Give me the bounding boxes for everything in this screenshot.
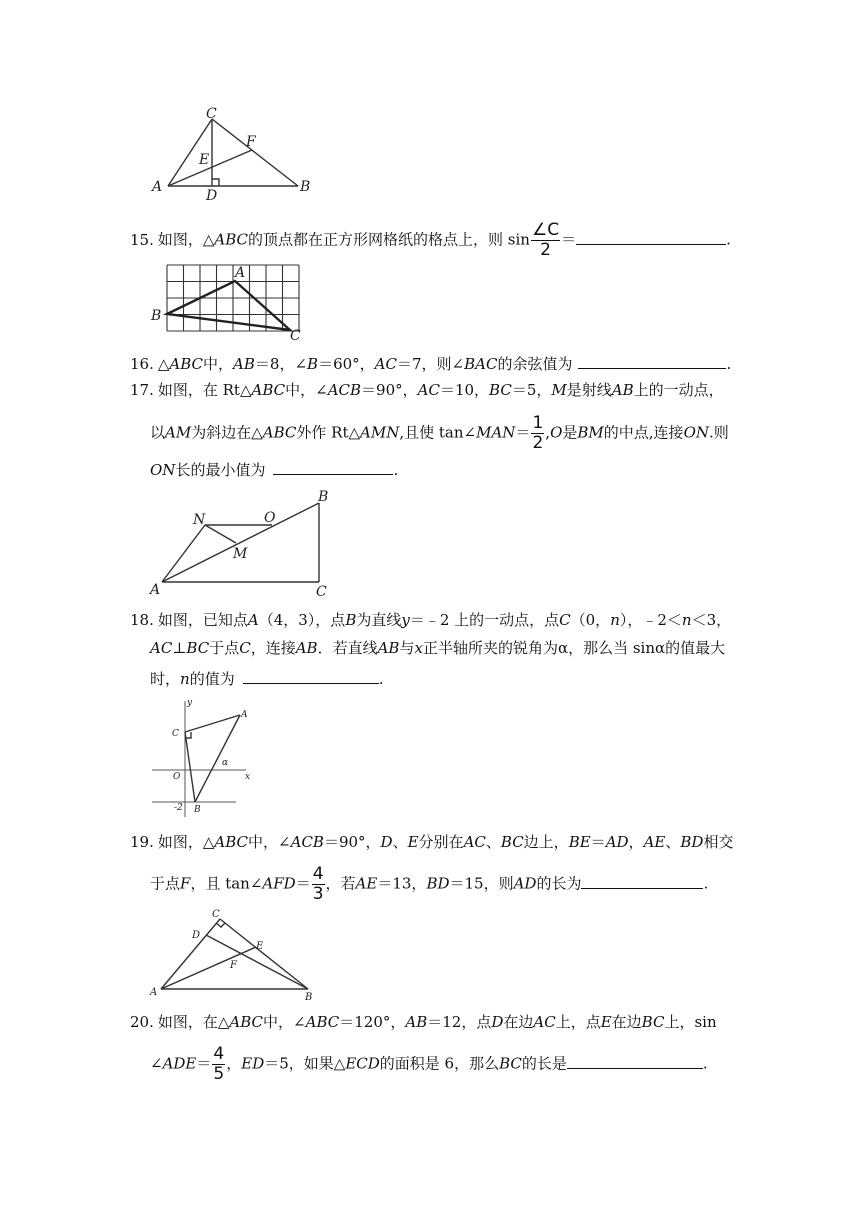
math-variable: AB bbox=[611, 381, 634, 399]
answer-blank-19[interactable] bbox=[581, 872, 703, 889]
math-variable: AC bbox=[533, 1013, 556, 1031]
text-run: ＝10， bbox=[439, 381, 490, 399]
text-run: ⊥ bbox=[172, 639, 187, 657]
math-variable: n bbox=[681, 611, 692, 629]
text-run: ＝90°， bbox=[361, 381, 418, 399]
math-variable: BE bbox=[568, 833, 591, 851]
text-run: , bbox=[545, 423, 551, 442]
text-run: 如图，△ bbox=[157, 833, 215, 851]
label-m: M bbox=[233, 546, 248, 562]
label-c: C bbox=[212, 909, 220, 920]
math-variable: ACB bbox=[290, 833, 324, 851]
math-variable: ABC bbox=[169, 355, 204, 373]
text-run: ＝13， bbox=[377, 874, 427, 893]
question-17-line-1: 17. 如图，在 Rt△ABC中，∠ACB＝90°，AC＝10，BC＝5，M是射线AB上的一动点， bbox=[130, 381, 724, 399]
text-run: 上，sin bbox=[664, 1013, 717, 1031]
text-run: 分别在 bbox=[418, 833, 464, 851]
math-variable: ADE bbox=[162, 1054, 197, 1073]
text-run: 与 bbox=[399, 639, 415, 657]
text-run: 是射线 bbox=[566, 381, 612, 399]
figure-coordinate-plane bbox=[148, 695, 263, 823]
math-variable: AMN bbox=[360, 423, 400, 442]
math-variable: AB bbox=[295, 639, 318, 657]
segment-ab bbox=[162, 503, 319, 582]
label-a: A bbox=[150, 987, 158, 998]
text-run: .则 bbox=[709, 423, 729, 442]
figure-grid-triangle bbox=[145, 258, 315, 342]
math-variable: AC bbox=[374, 355, 397, 373]
text-run: ＝60°， bbox=[318, 355, 375, 373]
math-variable: C bbox=[559, 611, 571, 629]
text-run: 在边 bbox=[503, 1013, 534, 1031]
question-16-line-1: 16. △ABC中，AB＝8，∠B＝60°，AC＝7，则∠BAC的余弦值为 . bbox=[130, 352, 731, 374]
answer-blank-20[interactable] bbox=[567, 1052, 703, 1069]
math-variable: AB bbox=[233, 355, 255, 373]
text-run: （4，3），点 bbox=[258, 611, 346, 629]
math-variable: AE bbox=[355, 874, 378, 893]
math-variable: ACB bbox=[327, 381, 362, 399]
fraction-four-thirds: $\frac{4}{3}$ bbox=[312, 864, 324, 904]
math-variable: B bbox=[345, 611, 357, 629]
text-run: ＝7，则∠ bbox=[396, 355, 465, 373]
text-run: ， bbox=[226, 1054, 242, 1073]
text-run: 相交 bbox=[703, 833, 734, 851]
label-c: C bbox=[316, 584, 327, 600]
question-18-line-3: 时，n的值为 . bbox=[150, 667, 383, 689]
fraction-angle-c-over-2: $\frac{\angle C}{2}$ bbox=[531, 220, 560, 260]
label-c: C bbox=[206, 106, 217, 122]
math-variable: BC bbox=[499, 1054, 522, 1073]
text-run: 的长为 bbox=[536, 874, 582, 893]
text-run: 中，∠ bbox=[263, 1013, 306, 1031]
math-variable: ABC bbox=[214, 833, 249, 851]
label-b: B bbox=[300, 179, 311, 195]
fraction-one-half: $\frac{1}{2}$ bbox=[532, 413, 544, 453]
text-run: ,且使 tan∠ bbox=[399, 423, 477, 442]
right-angle-mark-d bbox=[212, 179, 219, 186]
math-variable: x bbox=[414, 639, 423, 657]
math-variable: BC bbox=[186, 639, 210, 657]
text-run: ＜3， bbox=[691, 611, 732, 629]
label-o: O bbox=[264, 510, 276, 526]
text-run: 的长是 bbox=[521, 1054, 567, 1073]
math-variable: n bbox=[610, 611, 620, 629]
label-d: D bbox=[206, 188, 218, 204]
label-o: O bbox=[173, 772, 181, 782]
math-variable: AC bbox=[463, 833, 486, 851]
label-x: x bbox=[245, 772, 251, 782]
label-b: B bbox=[151, 308, 162, 324]
text-run: ＝12，点 bbox=[427, 1013, 492, 1031]
math-variable: ON bbox=[683, 423, 709, 442]
segment-cb bbox=[220, 919, 308, 989]
right-angle-mark-c bbox=[216, 923, 225, 927]
math-variable: AB bbox=[377, 639, 400, 657]
text-run: 边上， bbox=[523, 833, 569, 851]
text-run: 长的最小值为 bbox=[175, 461, 266, 479]
math-variable: AC bbox=[150, 639, 173, 657]
answer-blank-18[interactable] bbox=[243, 667, 379, 684]
math-variable: F bbox=[180, 874, 191, 893]
math-variable: AFD bbox=[262, 874, 296, 893]
math-variable: y bbox=[401, 611, 410, 629]
label-c: C bbox=[172, 729, 179, 739]
label-c: C bbox=[290, 328, 301, 344]
text-run: 如图，已知点 bbox=[157, 611, 248, 629]
math-variable: AC bbox=[417, 381, 440, 399]
text-run: 正半轴所夹的锐角为α，那么当 sinα的值最大 bbox=[422, 639, 726, 657]
answer-blank-17[interactable] bbox=[273, 458, 393, 475]
question-20-line-2: ∠ADE＝ $\frac{4}{5}$ ，ED＝5，如果△ECD的面积是 6，那么BC的长是 . bbox=[150, 1044, 708, 1084]
figure-triangle-afd bbox=[145, 902, 325, 1004]
label-b: B bbox=[318, 489, 329, 505]
math-variable: A bbox=[247, 611, 259, 629]
text-run: ＝8，∠ bbox=[254, 355, 308, 373]
segment-cb bbox=[212, 119, 298, 186]
text-run: 如图，在△ bbox=[157, 1013, 230, 1031]
question-19-line-2: 于点F，且 tan∠AFD＝ $\frac{4}{3}$ ，若AE＝13，BD＝15，则AD的长为 . bbox=[150, 864, 709, 904]
question-18-line-2 bbox=[150, 638, 725, 658]
math-variable: BAC bbox=[464, 355, 498, 373]
text-run: 外作 Rt△ bbox=[296, 423, 361, 442]
text-run: ＝ bbox=[590, 833, 606, 851]
text-run: △ bbox=[157, 355, 170, 373]
question-19-line-1: 19. 如图，△ABC中，∠ACB＝90°，D、E分别在AC、BC边上，BE＝AD，AE、BD相交 bbox=[130, 833, 734, 851]
text-run: 的面积是 6，那么 bbox=[379, 1054, 500, 1073]
text-run: ，连接 bbox=[250, 639, 296, 657]
math-variable: E bbox=[600, 1013, 612, 1031]
label-f: F bbox=[230, 960, 237, 971]
text-run: ．若直线 bbox=[317, 639, 378, 657]
label-f: F bbox=[246, 134, 256, 150]
answer-blank-16[interactable] bbox=[578, 352, 726, 369]
math-variable: BD bbox=[426, 874, 450, 893]
math-variable: E bbox=[407, 833, 419, 851]
text-run: ＝120°， bbox=[339, 1013, 406, 1031]
label-a: A bbox=[150, 582, 161, 598]
question-15-line-1: 15. 如图，△ABC的顶点都在正方形网格纸的格点上，则 sin $\frac{\angle C}{2}$ ＝ . bbox=[130, 220, 731, 260]
text-run: 在边 bbox=[611, 1013, 642, 1031]
text-run: 、 bbox=[665, 833, 681, 851]
text-run: ＝5，如果△ bbox=[264, 1054, 346, 1073]
math-variable: MAN bbox=[476, 423, 516, 442]
question-20-line-1: 20. 如图，在△ABC中，∠ABC＝120°，AB＝12，点D在边AC上，点E在边BC上，sin bbox=[130, 1013, 717, 1031]
math-variable: AB bbox=[405, 1013, 428, 1031]
text-run: ＝ bbox=[295, 874, 311, 893]
label-neg2: -2 bbox=[174, 803, 183, 813]
label-a: A bbox=[241, 710, 248, 720]
fraction-four-fifths: $\frac{4}{5}$ bbox=[213, 1044, 225, 1084]
text-run: 、 bbox=[392, 833, 408, 851]
text-run: 时， bbox=[150, 670, 181, 688]
label-n: N bbox=[193, 512, 206, 528]
math-variable: ABC bbox=[262, 423, 297, 442]
label-a: A bbox=[152, 179, 163, 195]
question-17-line-3: ON长的最小值为 . bbox=[150, 458, 398, 480]
label-y: y bbox=[187, 698, 193, 708]
math-variable: D bbox=[491, 1013, 504, 1031]
segment-ab bbox=[195, 715, 240, 802]
text-run: 是 bbox=[562, 423, 578, 442]
text-run: 于点 bbox=[209, 639, 240, 657]
math-variable: BC bbox=[489, 381, 512, 399]
math-variable: BD bbox=[680, 833, 704, 851]
text-run: 的值为 bbox=[189, 670, 235, 688]
label-d: D bbox=[192, 930, 201, 941]
figure-triangle-cefd bbox=[140, 100, 330, 210]
text-run: 中，∠ bbox=[248, 833, 291, 851]
math-variable: AE bbox=[643, 833, 666, 851]
text-run: 为直线 bbox=[356, 611, 402, 629]
math-variable: ECD bbox=[345, 1054, 380, 1073]
math-variable: ED bbox=[241, 1054, 265, 1073]
answer-blank-15[interactable] bbox=[576, 228, 726, 245]
math-variable: AD bbox=[513, 874, 537, 893]
text-run: 以 bbox=[150, 423, 166, 442]
math-variable: O bbox=[550, 423, 563, 442]
text-run: ，且 tan∠ bbox=[190, 874, 263, 893]
question-18-line-1: 18. 如图，已知点A（4，3），点B为直线y＝﹣2 上的一动点，点C（0，n），﹣2＜n＜3， bbox=[130, 611, 732, 629]
math-variable: n bbox=[180, 670, 190, 688]
text-run: 如图，在 Rt△ bbox=[157, 381, 252, 399]
text-run: ，若 bbox=[325, 874, 356, 893]
text-run: ＝ bbox=[515, 423, 531, 442]
text-run: ＝15，则 bbox=[449, 874, 514, 893]
text-run: ＝90°， bbox=[323, 833, 381, 851]
math-variable: D bbox=[380, 833, 393, 851]
text-run: ， bbox=[628, 833, 644, 851]
text-run: 上，点 bbox=[555, 1013, 601, 1031]
math-variable: ON bbox=[150, 461, 176, 479]
text-run: 中，∠ bbox=[285, 381, 328, 399]
text-run: ＝5， bbox=[511, 381, 552, 399]
math-variable: BC bbox=[641, 1013, 665, 1031]
label-b: B bbox=[305, 992, 313, 1003]
text-run: ＝﹣2 上的一动点，点 bbox=[409, 611, 560, 629]
math-variable: AM bbox=[165, 423, 192, 442]
question-17-line-2 bbox=[150, 415, 729, 452]
segment-cb bbox=[185, 732, 195, 802]
math-variable: C bbox=[239, 639, 251, 657]
text-run: 为斜边在△ bbox=[191, 423, 263, 442]
text-run: ∠ bbox=[150, 1054, 163, 1073]
text-run: （0， bbox=[570, 611, 611, 629]
text-run: 的余弦值为 bbox=[497, 355, 573, 373]
text-run: 的中点,连接 bbox=[603, 423, 684, 442]
label-e: E bbox=[256, 941, 264, 952]
text-run: 于点 bbox=[150, 874, 181, 893]
segment-an bbox=[162, 525, 205, 582]
text-run: ＝ bbox=[196, 1054, 212, 1073]
math-variable: ABC bbox=[251, 381, 286, 399]
math-variable: AD bbox=[605, 833, 629, 851]
math-variable: BC bbox=[500, 833, 524, 851]
triangle-abc bbox=[167, 281, 290, 330]
text-run: 中， bbox=[203, 355, 234, 373]
figure-triangle-amn bbox=[145, 488, 345, 600]
label-alpha: α bbox=[222, 758, 229, 768]
label-a: A bbox=[235, 265, 246, 281]
label-e: E bbox=[199, 152, 210, 168]
segment-ac bbox=[161, 919, 220, 989]
math-variable: BM bbox=[577, 423, 604, 442]
segment-nm bbox=[205, 525, 236, 543]
math-variable: B bbox=[307, 355, 319, 373]
text-run: 上的一动点， bbox=[633, 381, 724, 399]
math-variable: ABC bbox=[229, 1013, 264, 1031]
label-b: B bbox=[194, 805, 201, 815]
text-run: ），﹣2＜ bbox=[619, 611, 682, 629]
math-variable: M bbox=[551, 381, 567, 399]
text-run: 、 bbox=[485, 833, 501, 851]
math-variable: ABC bbox=[305, 1013, 340, 1031]
